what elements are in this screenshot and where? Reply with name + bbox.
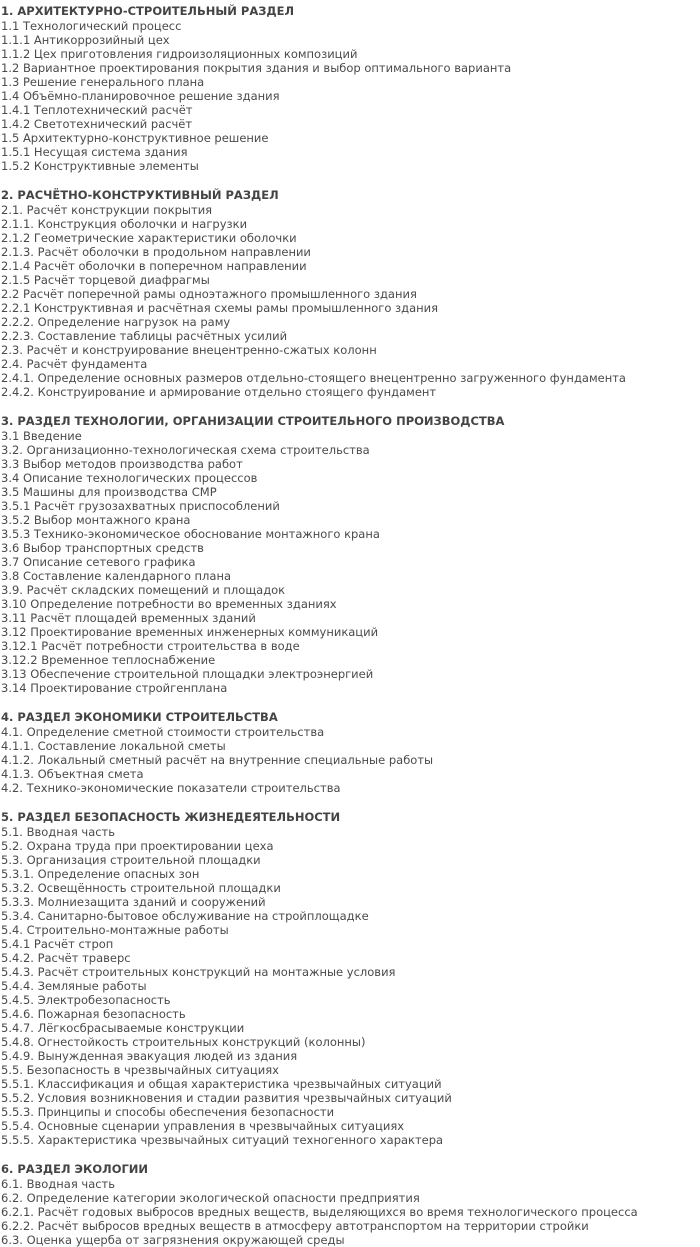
toc-item: 5.4.4. Земляные работы	[1, 979, 147, 993]
toc-item: 3.5.1 Расчёт грузозахватных приспособлений	[1, 499, 280, 513]
toc-item: 4.1.2. Локальный сметный расчёт на внутренние специальные работы	[1, 753, 434, 767]
toc-item: 5.4. Строительно-монтажные работы	[1, 923, 229, 937]
toc-item: 3.11 Расчёт площадей временных зданий	[1, 611, 256, 625]
toc-item: 1.4 Объёмно-планировочное решение здания	[1, 89, 280, 103]
section-title: 1. АРХИТЕКТУРНО-СТРОИТЕЛЬНЫЙ РАЗДЕЛ	[1, 4, 295, 18]
section-title: 5. РАЗДЕЛ БЕЗОПАСНОСТЬ ЖИЗНЕДЕЯТЕЛЬНОСТИ	[1, 810, 341, 824]
toc-item: 2.1. Расчёт конструкции покрытия	[1, 203, 213, 217]
toc-item: 5.3.3. Молниезащита зданий и сооружений	[1, 895, 266, 909]
toc-item: 5.5.3. Принципы и способы обеспечения безопасности	[1, 1105, 335, 1119]
toc-item: 5.3. Организация строительной площадки	[1, 853, 261, 867]
toc-section	[1, 4, 700, 173]
toc-item: 3.7 Описание сетевого графика	[1, 555, 196, 569]
toc-item: 5.4.3. Расчёт строительных конструкций на монтажные условия	[1, 965, 396, 979]
toc-item: 5.4.8. Огнестойкость строительных конструкций (колонны)	[1, 1035, 366, 1049]
toc-item: 5.5.5. Характеристика чрезвычайных ситуаций техногенного характера	[1, 1133, 444, 1147]
toc-item: 2.4. Расчёт фундамента	[1, 357, 148, 371]
toc-item: 5.4.7. Лёгкосбрасываемые конструкции	[1, 1021, 245, 1035]
toc-item: 1.1.1 Антикоррозийный цех	[1, 33, 170, 47]
toc-item: 2.2.2. Определение нагрузок на раму	[1, 315, 231, 329]
toc-section	[1, 188, 700, 399]
toc-item: 2.1.3. Расчёт оболочки в продольном направлении	[1, 245, 311, 259]
toc-item: 3.13 Обеспечение строительной площадки электроэнергией	[1, 667, 374, 681]
toc-item: 1.4.2 Светотехнический расчёт	[1, 117, 193, 131]
toc-item: 2.2.3. Составление таблицы расчётных усилий	[1, 329, 288, 343]
toc-item: 3.9. Расчёт складских помещений и площадок	[1, 583, 286, 597]
toc-item: 2.1.2 Геометрические характеристики оболочки	[1, 231, 297, 245]
toc-item: 2.4.1. Определение основных размеров отдельно-стоящего внецентренно загруженного фундамента	[1, 371, 626, 385]
toc-item: 5.5. Безопасность в чрезвычайных ситуациях	[1, 1063, 279, 1077]
toc-item: 5.4.9. Вынужденная эвакуация людей из здания	[1, 1049, 298, 1063]
toc-item: 1.5.2 Конструктивные элементы	[1, 159, 199, 173]
toc-item: 5.5.1. Классификация и общая характеристика чрезвычайных ситуаций	[1, 1077, 442, 1091]
toc-item: 6.2.1. Расчёт годовых выбросов вредных веществ, выделяющихся во время технологического процесса	[1, 1205, 638, 1219]
toc-item: 5.2. Охрана труда при проектировании цеха	[1, 839, 274, 853]
toc-item: 5.4.1 Расчёт строп	[1, 937, 114, 951]
toc-item: 3.5.3 Технико-экономическое обоснование монтажного крана	[1, 527, 380, 541]
section-title: 2. РАСЧЁТНО-КОНСТРУКТИВНЫЙ РАЗДЕЛ	[1, 188, 279, 202]
toc-item: 6.3. Оценка ущерба от загрязнения окружающей среды	[1, 1233, 345, 1247]
toc-item: 6.1. Вводная часть	[1, 1177, 116, 1191]
toc-item: 2.2.1 Конструктивная и расчётная схемы рамы промышленного здания	[1, 301, 439, 315]
toc-item: 3.10 Определение потребности во временных зданиях	[1, 597, 337, 611]
toc-item: 4.1. Определение сметной стоимости строительства	[1, 725, 325, 739]
toc-item: 1.1 Технологический процесс	[1, 19, 182, 33]
section-title: 4. РАЗДЕЛ ЭКОНОМИКИ СТРОИТЕЛЬСТВА	[1, 710, 278, 724]
toc-item: 6.2.2. Расчёт выбросов вредных веществ в атмосферу автотранспортом на территории стройки	[1, 1219, 589, 1233]
toc-section	[1, 414, 700, 695]
toc-section	[1, 1162, 700, 1247]
toc-item: 3.3 Выбор методов производства работ	[1, 457, 243, 471]
toc-item: 1.2 Вариантное проектирования покрытия здания и выбор оптимального варианта	[1, 61, 512, 75]
toc-item: 5.5.2. Условия возникновения и стадии развития чрезвычайных ситуаций	[1, 1091, 452, 1105]
toc-item: 3.5 Машины для производства СМР	[1, 485, 217, 499]
toc-item: 5.3.4. Санитарно-бытовое обслуживание на стройплощадке	[1, 909, 369, 923]
toc-item: 1.1.2 Цех приготовления гидроизоляционных композиций	[1, 47, 358, 61]
toc-item: 3.1 Введение	[1, 429, 82, 443]
toc-item: 3.2. Организационно-технологическая схема строительства	[1, 443, 370, 457]
toc-item: 1.4.1 Теплотехнический расчёт	[1, 103, 193, 117]
toc-item: 5.1. Вводная часть	[1, 825, 116, 839]
toc-item: 2.2 Расчёт поперечной рамы одноэтажного промышленного здания	[1, 287, 417, 301]
toc-item: 5.3.1. Определение опасных зон	[1, 867, 200, 881]
toc-item: 2.1.1. Конструкция оболочки и нагрузки	[1, 217, 248, 231]
toc-item: 4.2. Технико-экономические показатели строительства	[1, 781, 341, 795]
toc-item: 3.12.1 Расчёт потребности строительства в воде	[1, 639, 300, 653]
toc-item: 5.4.6. Пожарная безопасность	[1, 1007, 186, 1021]
toc-item: 3.12.2 Временное теплоснабжение	[1, 653, 216, 667]
toc-item: 5.4.2. Расчёт траверс	[1, 951, 131, 965]
toc-item: 5.3.2. Освещённость строительной площадки	[1, 881, 281, 895]
toc-item: 3.8 Составление календарного плана	[1, 569, 232, 583]
toc-item: 2.4.2. Конструирование и армирование отдельно стоящего фундамент	[1, 385, 437, 399]
toc-item: 5.4.5. Электробезопасность	[1, 993, 171, 1007]
toc-item: 2.1.4 Расчёт оболочки в поперечном направлении	[1, 259, 307, 273]
toc-item: 3.12 Проектирование временных инженерных коммуникаций	[1, 625, 379, 639]
toc-item: 3.5.2 Выбор монтажного крана	[1, 513, 191, 527]
toc-item: 4.1.1. Составление локальной сметы	[1, 739, 226, 753]
toc-item: 6.2. Определение категории экологической опасности предприятия	[1, 1191, 420, 1205]
toc-item: 1.5 Архитектурно-конструктивное решение	[1, 131, 269, 145]
toc-item: 5.5.4. Основные сценарии управления в чрезвычайных ситуациях	[1, 1119, 405, 1133]
toc-item: 4.1.3. Объектная смета	[1, 767, 144, 781]
toc-item: 3.14 Проектирование стройгенплана	[1, 681, 228, 695]
section-title: 6. РАЗДЕЛ ЭКОЛОГИИ	[1, 1162, 149, 1176]
section-title: 3. РАЗДЕЛ ТЕХНОЛОГИИ, ОРГАНИЗАЦИИ СТРОИТЕЛЬНОГО ПРОИЗВОДСТВА	[1, 414, 505, 428]
toc-item: 1.5.1 Несущая система здания	[1, 145, 188, 159]
toc-item: 3.6 Выбор транспортных средств	[1, 541, 204, 555]
toc-section	[1, 710, 700, 795]
toc-item: 2.1.5 Расчёт торцевой диафрагмы	[1, 273, 210, 287]
toc-item: 2.3. Расчёт и конструирование внецентренно-сжатых колонн	[1, 343, 377, 357]
toc-item: 3.4 Описание технологических процессов	[1, 471, 258, 485]
toc-item: 1.3 Решение генерального плана	[1, 75, 205, 89]
toc-section	[1, 810, 700, 1147]
